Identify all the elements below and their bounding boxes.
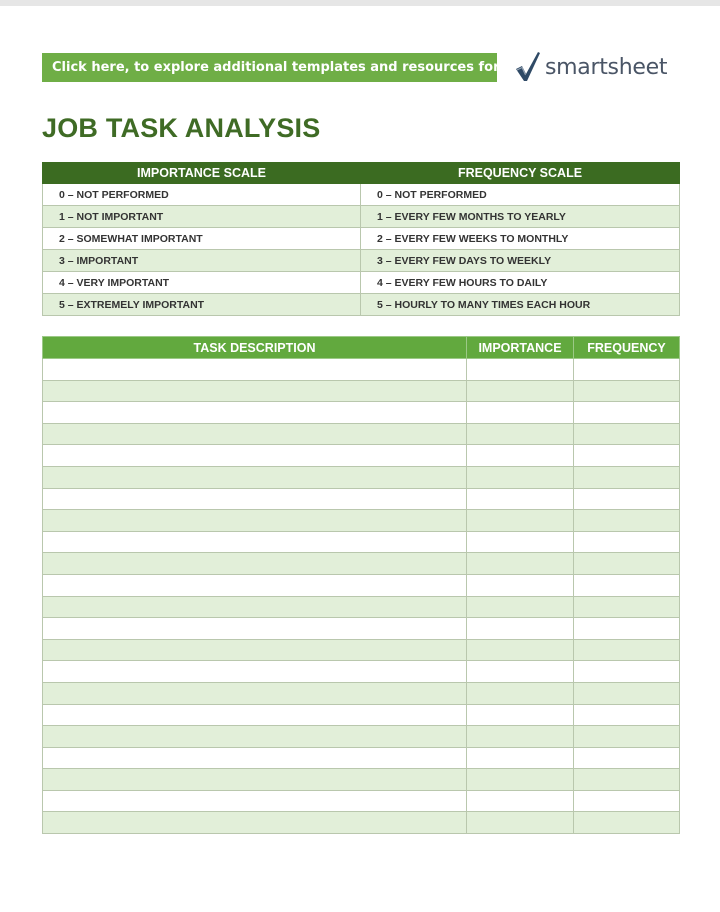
task-description-cell[interactable] [43,639,467,661]
importance-cell[interactable] [467,726,574,748]
scale-row [43,206,680,228]
task-row [43,423,680,445]
importance-scale-cell: 5 – EXTREMELY IMPORTANT [43,294,361,316]
scale-row [43,228,680,250]
task-row [43,639,680,661]
task-description-cell[interactable] [43,682,467,704]
task-description-cell[interactable] [43,359,467,381]
task-description-cell[interactable] [43,574,467,596]
task-description-cell[interactable] [43,380,467,402]
task-description-cell[interactable] [43,704,467,726]
scale-header-row [43,163,680,184]
frequency-cell[interactable] [574,553,680,575]
importance-scale-cell: 4 – VERY IMPORTANT [43,272,361,294]
frequency-cell[interactable] [574,402,680,424]
task-description-cell[interactable] [43,790,467,812]
frequency-cell[interactable] [574,380,680,402]
task-row [43,790,680,812]
frequency-cell[interactable] [574,639,680,661]
frequency-cell[interactable] [574,747,680,769]
task-row [43,466,680,488]
task-row [43,574,680,596]
frequency-cell[interactable] [574,790,680,812]
task-description-cell[interactable] [43,726,467,748]
task-row [43,769,680,791]
task-description-cell[interactable] [43,596,467,618]
frequency-scale-cell: 2 – EVERY FEW WEEKS TO MONTHLY [361,228,680,250]
scale-row [43,294,680,316]
scale-table [42,162,680,316]
task-description-cell[interactable] [43,769,467,791]
task-row [43,359,680,381]
task-description-cell[interactable] [43,423,467,445]
frequency-scale-header: FREQUENCY SCALE [361,163,680,184]
task-row [43,380,680,402]
task-description-cell[interactable] [43,466,467,488]
importance-cell[interactable] [467,380,574,402]
importance-cell[interactable] [467,769,574,791]
importance-cell[interactable] [467,488,574,510]
frequency-cell[interactable] [574,423,680,445]
task-row [43,726,680,748]
task-description-cell[interactable] [43,747,467,769]
importance-cell[interactable] [467,402,574,424]
checkmark-icon [514,50,542,84]
smartsheet-logo[interactable] [514,48,667,86]
frequency-cell[interactable] [574,488,680,510]
task-description-cell[interactable] [43,553,467,575]
frequency-cell[interactable] [574,510,680,532]
task-description-header: TASK DESCRIPTION [43,337,467,359]
frequency-cell[interactable] [574,661,680,683]
task-row [43,531,680,553]
frequency-scale-cell: 1 – EVERY FEW MONTHS TO YEARLY [361,206,680,228]
task-row [43,618,680,640]
importance-cell[interactable] [467,510,574,532]
frequency-scale-cell: 3 – EVERY FEW DAYS TO WEEKLY [361,250,680,272]
task-row [43,682,680,704]
frequency-cell[interactable] [574,359,680,381]
task-row [43,510,680,532]
importance-cell[interactable] [467,661,574,683]
task-row [43,596,680,618]
frequency-cell[interactable] [574,704,680,726]
task-description-cell[interactable] [43,618,467,640]
importance-cell[interactable] [467,531,574,553]
task-description-cell[interactable] [43,812,467,834]
task-description-cell[interactable] [43,661,467,683]
task-table [42,336,680,834]
importance-cell[interactable] [467,704,574,726]
importance-cell[interactable] [467,812,574,834]
importance-header: IMPORTANCE [467,337,574,359]
importance-scale-cell: 2 – SOMEWHAT IMPORTANT [43,228,361,250]
importance-cell[interactable] [467,423,574,445]
frequency-cell[interactable] [574,812,680,834]
frequency-scale-cell: 0 – NOT PERFORMED [361,184,680,206]
task-description-cell[interactable] [43,510,467,532]
importance-cell[interactable] [467,682,574,704]
task-header-row [43,337,680,359]
scale-row [43,250,680,272]
task-row [43,704,680,726]
scale-row [43,184,680,206]
importance-cell[interactable] [467,639,574,661]
frequency-cell[interactable] [574,726,680,748]
frequency-scale-cell: 4 – EVERY FEW HOURS TO DAILY [361,272,680,294]
top-bar [0,0,720,6]
importance-cell[interactable] [467,359,574,381]
importance-cell[interactable] [467,445,574,467]
importance-scale-cell: 0 – NOT PERFORMED [43,184,361,206]
frequency-header: FREQUENCY [574,337,680,359]
task-row [43,553,680,575]
frequency-cell[interactable] [574,574,680,596]
task-row [43,747,680,769]
importance-cell[interactable] [467,618,574,640]
frequency-cell[interactable] [574,769,680,791]
importance-scale-cell: 3 – IMPORTANT [43,250,361,272]
frequency-cell[interactable] [574,531,680,553]
frequency-cell[interactable] [574,466,680,488]
frequency-cell[interactable] [574,596,680,618]
task-row [43,445,680,467]
frequency-scale-cell: 5 – HOURLY TO MANY TIMES EACH HOUR [361,294,680,316]
importance-cell[interactable] [467,574,574,596]
importance-cell[interactable] [467,466,574,488]
logo-text: smartsheet [545,54,668,80]
page-title: JOB TASK ANALYSIS [42,113,321,143]
task-row [43,402,680,424]
importance-cell[interactable] [467,553,574,575]
task-description-cell[interactable] [43,488,467,510]
task-row [43,812,680,834]
templates-banner-link[interactable]: Click here, to explore additional templates and resources for free in [42,53,497,82]
frequency-cell[interactable] [574,618,680,640]
importance-cell[interactable] [467,596,574,618]
task-description-cell[interactable] [43,402,467,424]
task-row [43,661,680,683]
importance-scale-header: IMPORTANCE SCALE [43,163,361,184]
frequency-cell[interactable] [574,445,680,467]
task-description-cell[interactable] [43,445,467,467]
task-description-cell[interactable] [43,531,467,553]
frequency-cell[interactable] [574,682,680,704]
importance-scale-cell: 1 – NOT IMPORTANT [43,206,361,228]
scale-row [43,272,680,294]
importance-cell[interactable] [467,790,574,812]
importance-cell[interactable] [467,747,574,769]
task-row [43,488,680,510]
